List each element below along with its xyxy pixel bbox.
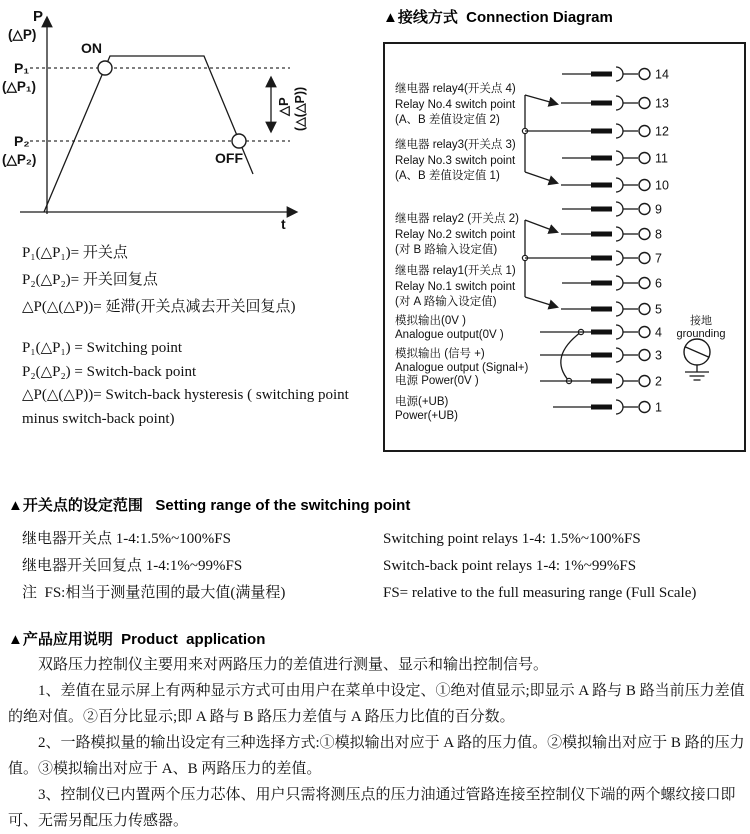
zero-volt-link — [561, 329, 584, 383]
off-label: OFF — [215, 150, 243, 166]
off-switch-point — [232, 134, 246, 148]
wiring-diagram — [385, 44, 740, 446]
switch-point-range-en: Switching point relays 1-4: 1.5%~100%FS — [383, 531, 641, 547]
t-axis-label: t — [281, 216, 286, 232]
power-ub-zh: 电源(+UB) — [395, 396, 449, 408]
relay43-contact-bus — [522, 95, 557, 183]
terminal-number: 5 — [655, 302, 662, 317]
terminal-row-8 — [561, 227, 662, 242]
relay3-label-note: (A、B 差值设定值 1) — [395, 170, 500, 182]
relay1-label-zh: 继电器 relay1(开关点 1) — [395, 265, 516, 277]
relay3-switch-arm — [525, 172, 557, 183]
connection-diagram-box — [383, 42, 746, 452]
relay21-contact-bus — [522, 220, 557, 307]
p1-paren-label: (△P₁) — [2, 79, 36, 94]
hysteresis-label: △P — [276, 97, 291, 116]
terminal-number: 1 — [655, 400, 662, 415]
terminal-row-6 — [562, 276, 662, 291]
application-paragraph-1: 1、差值在显示屏上有两种显示方式可由用户在菜单中设定、①绝对值显示;即显示 A 路与 B 路当前压力差值的绝对值。②百分比显示;即 A 路与 B 路压力差值与 A 路压力比值的百分数。 — [8, 683, 745, 725]
terminal-row-12 — [525, 124, 669, 139]
p1-label: P₁ — [14, 60, 30, 76]
grounding-label-en: grounding — [676, 327, 726, 340]
y-axis-paren-label: (△P) — [8, 27, 37, 42]
terminal-row-9 — [562, 202, 662, 217]
terminal-number: 11 — [655, 151, 668, 166]
relay3-label-en: Relay No.3 switch point — [395, 154, 516, 167]
application-paragraph-3: 3、控制仪已内置两个压力芯体、用户只需将测压点的压力油通过管路连接至控制仪下端的两个螺纹接口即可、无需另配压力传感器。 — [8, 787, 736, 829]
fs-note-zh: 注 FS:相当于测量范围的最大值(满量程) — [22, 585, 286, 601]
terminal-number: 6 — [655, 276, 662, 291]
power-ub-en: Power(+UB) — [395, 409, 458, 422]
application-paragraph-intro: 双路压力控制仪主要用来对两路压力的差值进行测量、显示和输出控制信号。 — [38, 657, 549, 673]
terminal-number: 8 — [655, 227, 662, 242]
terminal-row-4 — [540, 325, 662, 340]
setting-range-heading: ▲开关点的设定范围 Setting range of the switching point — [8, 497, 411, 514]
relay1-label-en: Relay No.1 switch point — [395, 280, 516, 293]
analog-output-0v-zh: 模拟输出(0V ) — [395, 315, 466, 327]
terminal-row-5 — [561, 302, 662, 317]
terminal-number: 4 — [655, 325, 662, 340]
setting-range-en — [383, 526, 696, 607]
definitions-zh — [22, 240, 382, 321]
grounding-label-zh: 接地 — [690, 315, 712, 327]
power-0v-text: 电源 Power(0V ) — [395, 375, 479, 387]
relay3-label-zh: 继电器 relay3(开关点 3) — [395, 139, 516, 151]
product-application-heading: ▲产品应用说明 Product application — [8, 631, 266, 648]
terminal-row-1 — [553, 400, 662, 415]
relay1-switch-arm — [525, 297, 557, 307]
def-p2-zh: P₂(△P₂)= 开关回复点 — [22, 272, 158, 288]
y-axis-label: P — [33, 8, 44, 25]
switch-back-range-zh: 继电器开关回复点 1-4:1%~99%FS — [22, 558, 243, 574]
relay4-label-note: (A、B 差值设定值 2) — [395, 114, 500, 126]
p2-paren-label: (△P₂) — [2, 152, 37, 167]
relay4-label-zh: 继电器 relay4(开关点 4) — [395, 83, 516, 95]
switch-back-range-en: Switch-back point relays 1-4: 1%~99%FS — [383, 558, 637, 574]
graph-axes — [20, 18, 296, 214]
analog-output-signal-en: Analogue output (Signal+) — [395, 361, 529, 374]
def-dp-en: △P(△(△P))= Switch-back hysteresis ( switching point minus switch-back point) — [22, 387, 353, 427]
terminal-number: 7 — [655, 251, 662, 266]
fs-note-en: FS= relative to the full measuring range (Full Scale) — [383, 585, 697, 601]
relay2-switch-arm — [525, 220, 557, 232]
product-application-text — [8, 652, 746, 834]
p2-label: P₂ — [14, 133, 30, 149]
on-switch-point — [98, 61, 112, 75]
terminal-row-3 — [540, 348, 662, 363]
analog-output-signal-zh: 模拟输出 (信号 +) — [395, 348, 485, 360]
terminal-number: 13 — [655, 96, 669, 111]
def-p2-en: P₂(△P₂) = Switch-back point — [22, 363, 197, 380]
terminal-number: 3 — [655, 348, 662, 363]
terminal-row-11 — [562, 151, 668, 166]
terminal-row-10 — [561, 178, 669, 193]
on-label: ON — [81, 40, 102, 56]
relay2-label-note: (对 B 路输入设定值) — [395, 244, 498, 256]
relay2-label-en: Relay No.2 switch point — [395, 228, 516, 241]
switch-point-range-zh: 继电器开关点 1-4:1.5%~100%FS — [22, 531, 231, 547]
pressure-time-graph — [0, 0, 380, 240]
terminal-row-14 — [562, 67, 669, 82]
terminal-number: 9 — [655, 202, 662, 217]
def-dp-zh: △P(△(△P))= 延滞(开关点减去开关回复点) — [22, 299, 296, 315]
connection-heading: ▲接线方式 Connection Diagram — [383, 9, 613, 26]
hysteresis-paren-label: (△(△P)) — [293, 86, 307, 131]
terminal-number: 12 — [655, 124, 669, 139]
grounding-icon — [684, 339, 710, 380]
relay4-switch-arm — [525, 95, 557, 104]
relay1-label-note: (对 A 路输入设定值) — [395, 296, 497, 308]
pressure-curve — [44, 56, 253, 212]
analog-output-0v-en: Analogue output(0V ) — [395, 328, 504, 341]
definitions-en — [22, 337, 380, 431]
def-p1-zh: P₁(△P₁)= 开关点 — [22, 245, 128, 261]
terminal-number: 2 — [655, 374, 662, 389]
terminal-row-2 — [540, 374, 662, 389]
terminal-row-7 — [525, 251, 662, 266]
relay4-label-en: Relay No.4 switch point — [395, 98, 516, 111]
def-p1-en: P₁(△P₁) = Switching point — [22, 340, 183, 356]
terminal-row-13 — [561, 96, 669, 111]
relay2-label-zh: 继电器 relay2 (开关点 2) — [395, 213, 519, 225]
terminal-number: 14 — [655, 67, 669, 82]
setting-range-zh — [22, 526, 285, 607]
application-paragraph-2: 2、一路模拟量的输出设定有三种选择方式:①模拟输出对应于 A 路的压力值。②模拟输出对应于 B 路的压力值。③模拟输出对应于 A、B 两路压力的差值。 — [8, 735, 745, 777]
terminal-number: 10 — [655, 178, 669, 193]
